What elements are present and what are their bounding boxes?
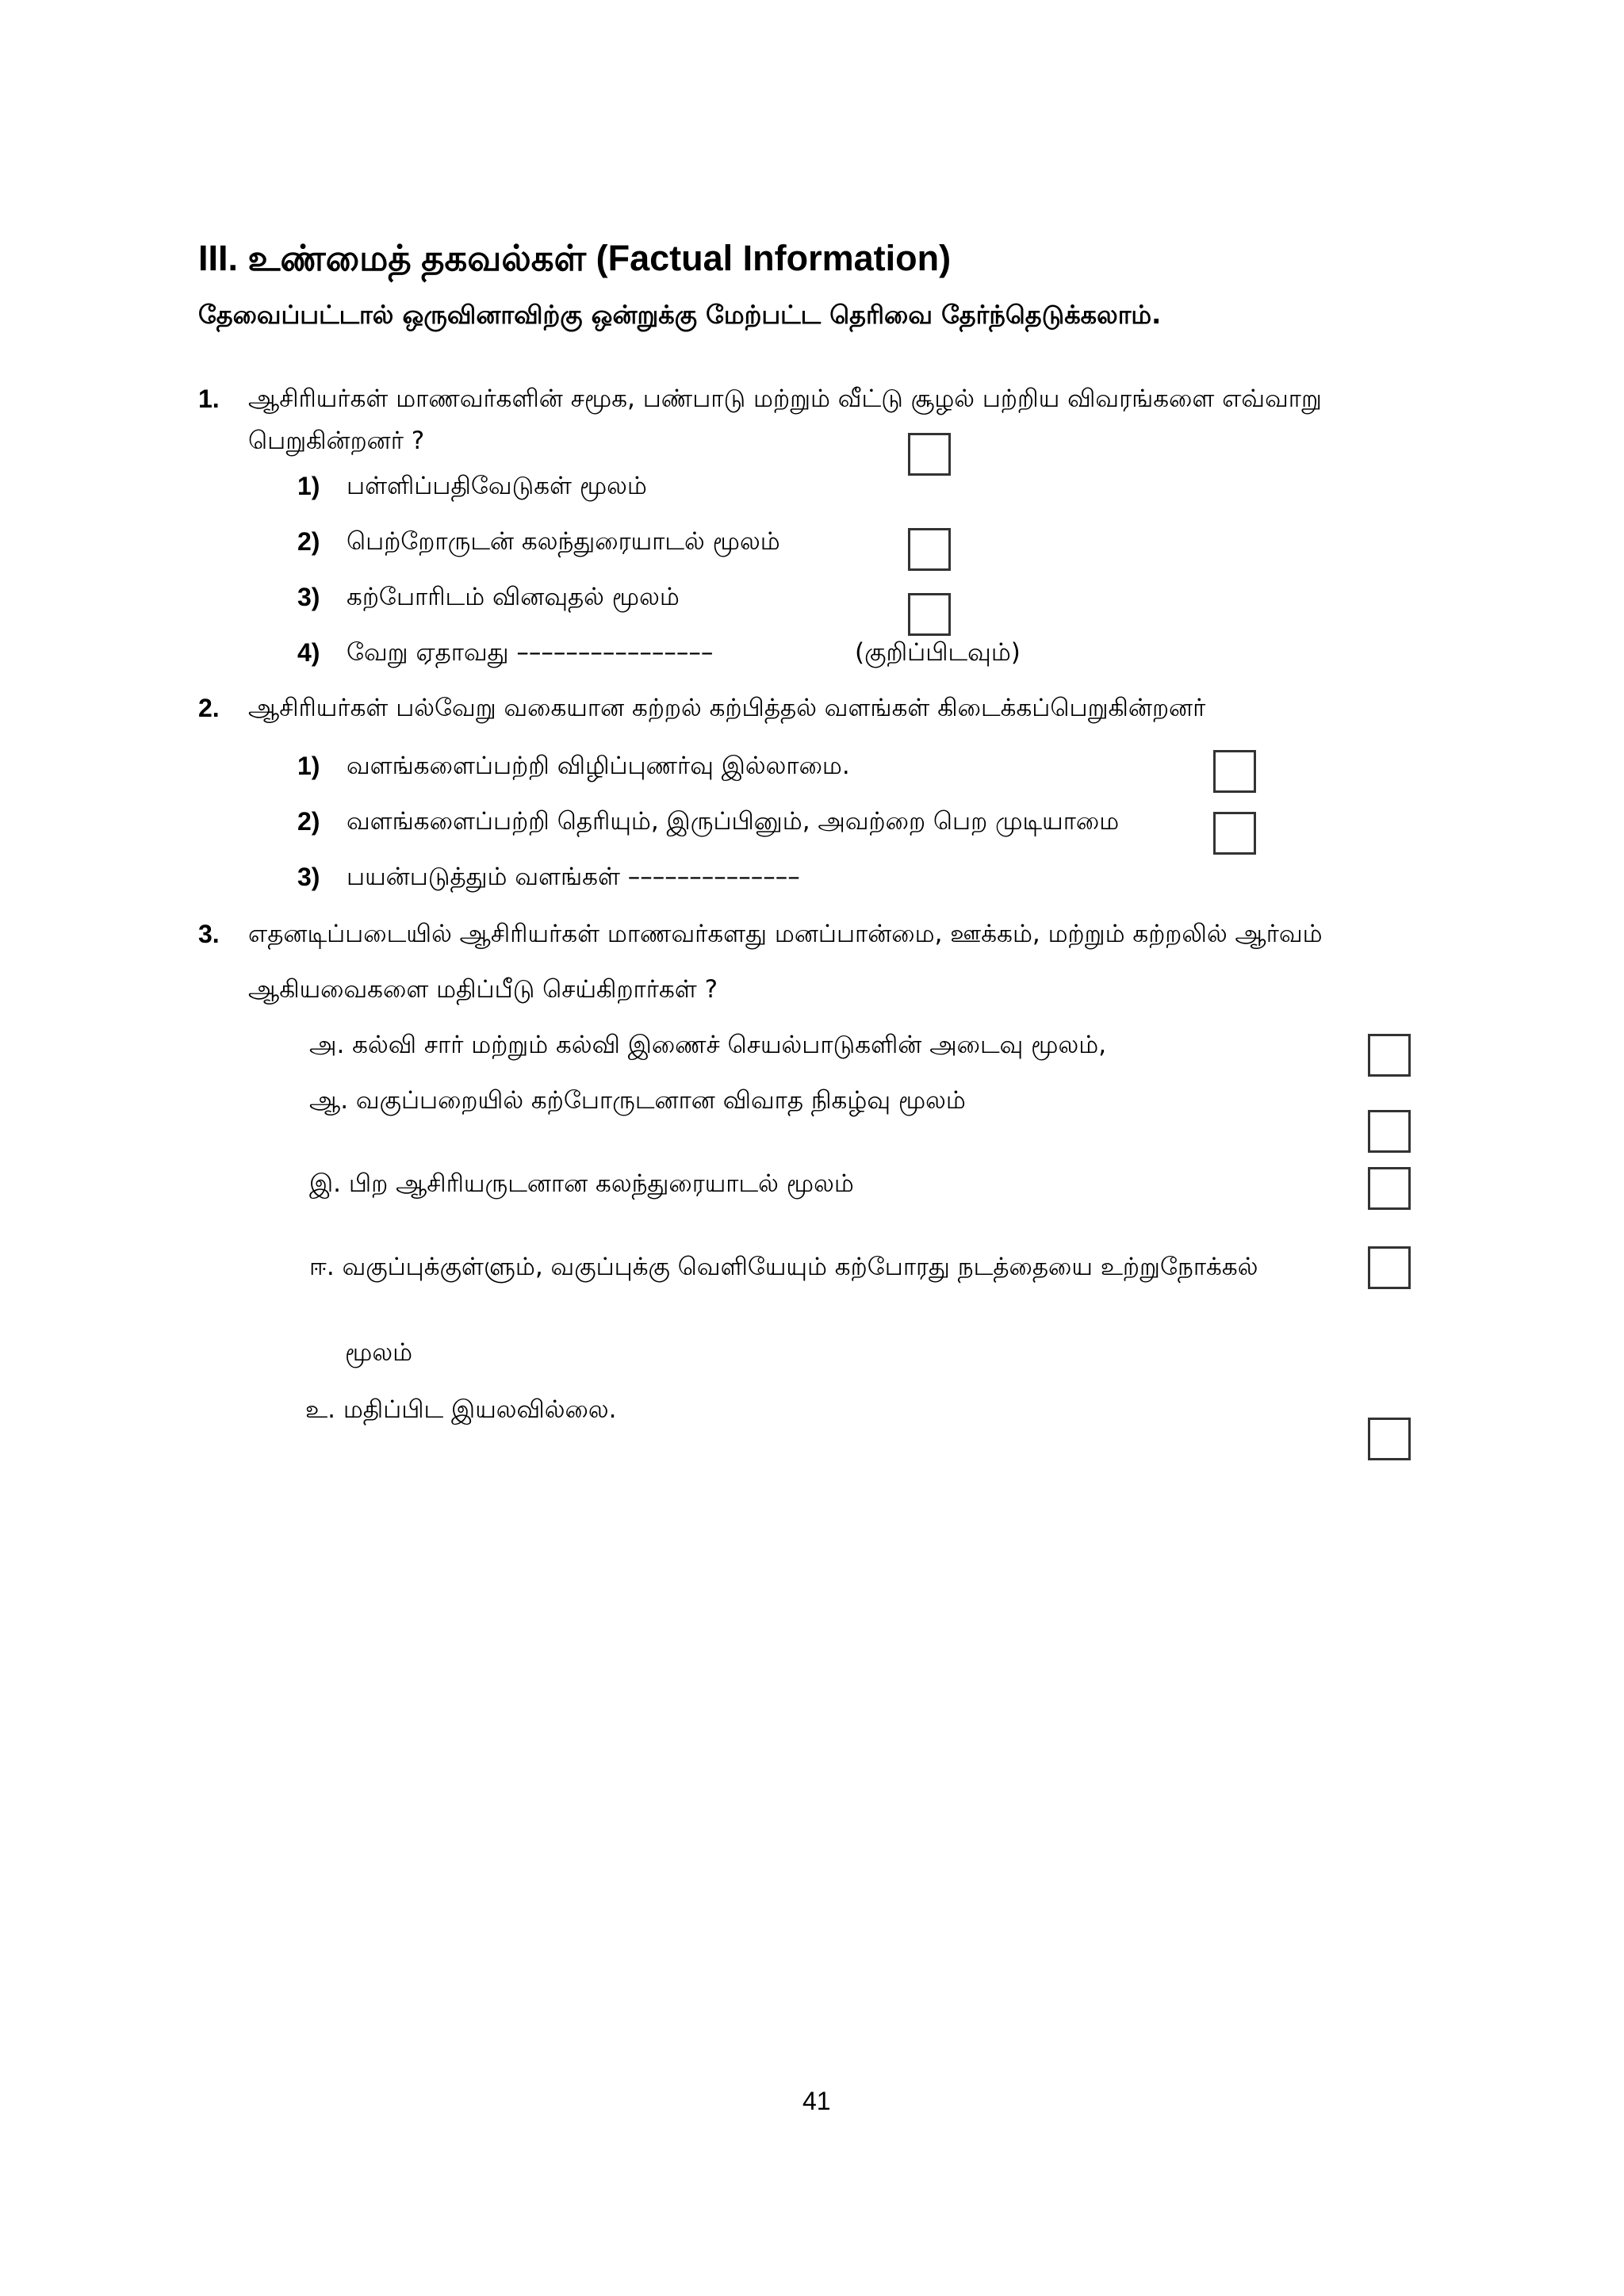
- option-text: வேறு ஏதாவது ––––––––––––––––: [347, 638, 714, 667]
- checkbox[interactable]: [1368, 1034, 1411, 1077]
- question-text-cont: பெறுகின்றனர் ?: [248, 427, 425, 455]
- checkbox[interactable]: [1213, 750, 1256, 793]
- option-marker: 3): [297, 583, 320, 611]
- option-text: ஈ. வகுப்புக்குள்ளும், வகுப்புக்கு வெளியேயும் கற்போரது நடத்தையை உற்றுநோக்கல்: [309, 1253, 1258, 1281]
- option-text: இ. பிற ஆசிரியருடனான கலந்துரையாடல் மூலம்: [309, 1169, 854, 1198]
- option-text: வளங்களைப்பற்றி தெரியும், இருப்பினும், அவற்றை பெற முடியாமை: [347, 807, 1120, 836]
- page-number: 41: [802, 2087, 831, 2115]
- option-text: பள்ளிப்பதிவேடுகள் மூலம்: [347, 472, 647, 500]
- question-text: ஆசிரியர்கள் பல்வேறு வகையான கற்றல் கற்பித்தல் வளங்கள் கிடைக்கப்பெறுகின்றனர்: [248, 694, 1206, 722]
- option-marker: 2): [297, 527, 320, 556]
- section-heading: III. உண்மைத் தகவல்கள் (Factual Information): [198, 238, 952, 278]
- option-text: பெற்றோருடன் கலந்துரையாடல் மூலம்: [347, 527, 780, 556]
- instruction-text: தேவைப்பட்டால் ஒருவினாவிற்கு ஒன்றுக்கு மேற்பட்ட தெரிவை தேர்ந்தெடுக்கலாம்.: [198, 300, 1162, 330]
- specify-note: (குறிப்பிடவும்): [855, 638, 1021, 667]
- checkbox[interactable]: [1368, 1167, 1411, 1210]
- question-number: 2.: [198, 694, 220, 722]
- option-text: உ. மதிப்பிட இயலவில்லை.: [305, 1395, 617, 1424]
- question-number: 3.: [198, 920, 220, 948]
- checkbox[interactable]: [1368, 1418, 1411, 1460]
- checkbox[interactable]: [1368, 1110, 1411, 1153]
- option-text: வளங்களைப்பற்றி விழிப்புணர்வு இல்லாமை.: [347, 752, 850, 780]
- option-marker: 2): [297, 807, 320, 836]
- question-text: ஆசிரியர்கள் மாணவர்களின் சமூக, பண்பாடு மற்றும் வீட்டு சூழல் பற்றிய விவரங்களை எவ்வாறு: [248, 385, 1322, 413]
- question-number: 1.: [198, 385, 220, 413]
- option-text: கற்போரிடம் வினவுதல் மூலம்: [347, 583, 680, 611]
- option-text-cont: மூலம்: [345, 1338, 413, 1367]
- checkbox[interactable]: [908, 433, 951, 476]
- option-text: பயன்படுத்தும் வளங்கள் ––––––––––––––: [347, 863, 800, 891]
- option-text: அ. கல்வி சார் மற்றும் கல்வி இணைச் செயல்பாடுகளின் அடைவு மூலம்,: [309, 1031, 1107, 1059]
- checkbox[interactable]: [908, 528, 951, 571]
- question-text-cont: ஆகியவைகளை மதிப்பீடு செய்கிறார்கள் ?: [248, 975, 718, 1004]
- checkbox[interactable]: [908, 593, 951, 636]
- question-text: எதனடிப்படையில் ஆசிரியர்கள் மாணவர்களது மனப்பான்மை, ஊக்கம், மற்றும் கற்றலில் ஆர்வம்: [248, 920, 1323, 948]
- option-marker: 3): [297, 863, 320, 891]
- checkbox[interactable]: [1368, 1246, 1411, 1289]
- option-marker: 1): [297, 752, 320, 780]
- option-marker: 4): [297, 638, 320, 667]
- option-marker: 1): [297, 472, 320, 500]
- checkbox[interactable]: [1213, 812, 1256, 855]
- option-text: ஆ. வகுப்பறையில் கற்போருடனான விவாத நிகழ்வு மூலம்: [309, 1086, 966, 1115]
